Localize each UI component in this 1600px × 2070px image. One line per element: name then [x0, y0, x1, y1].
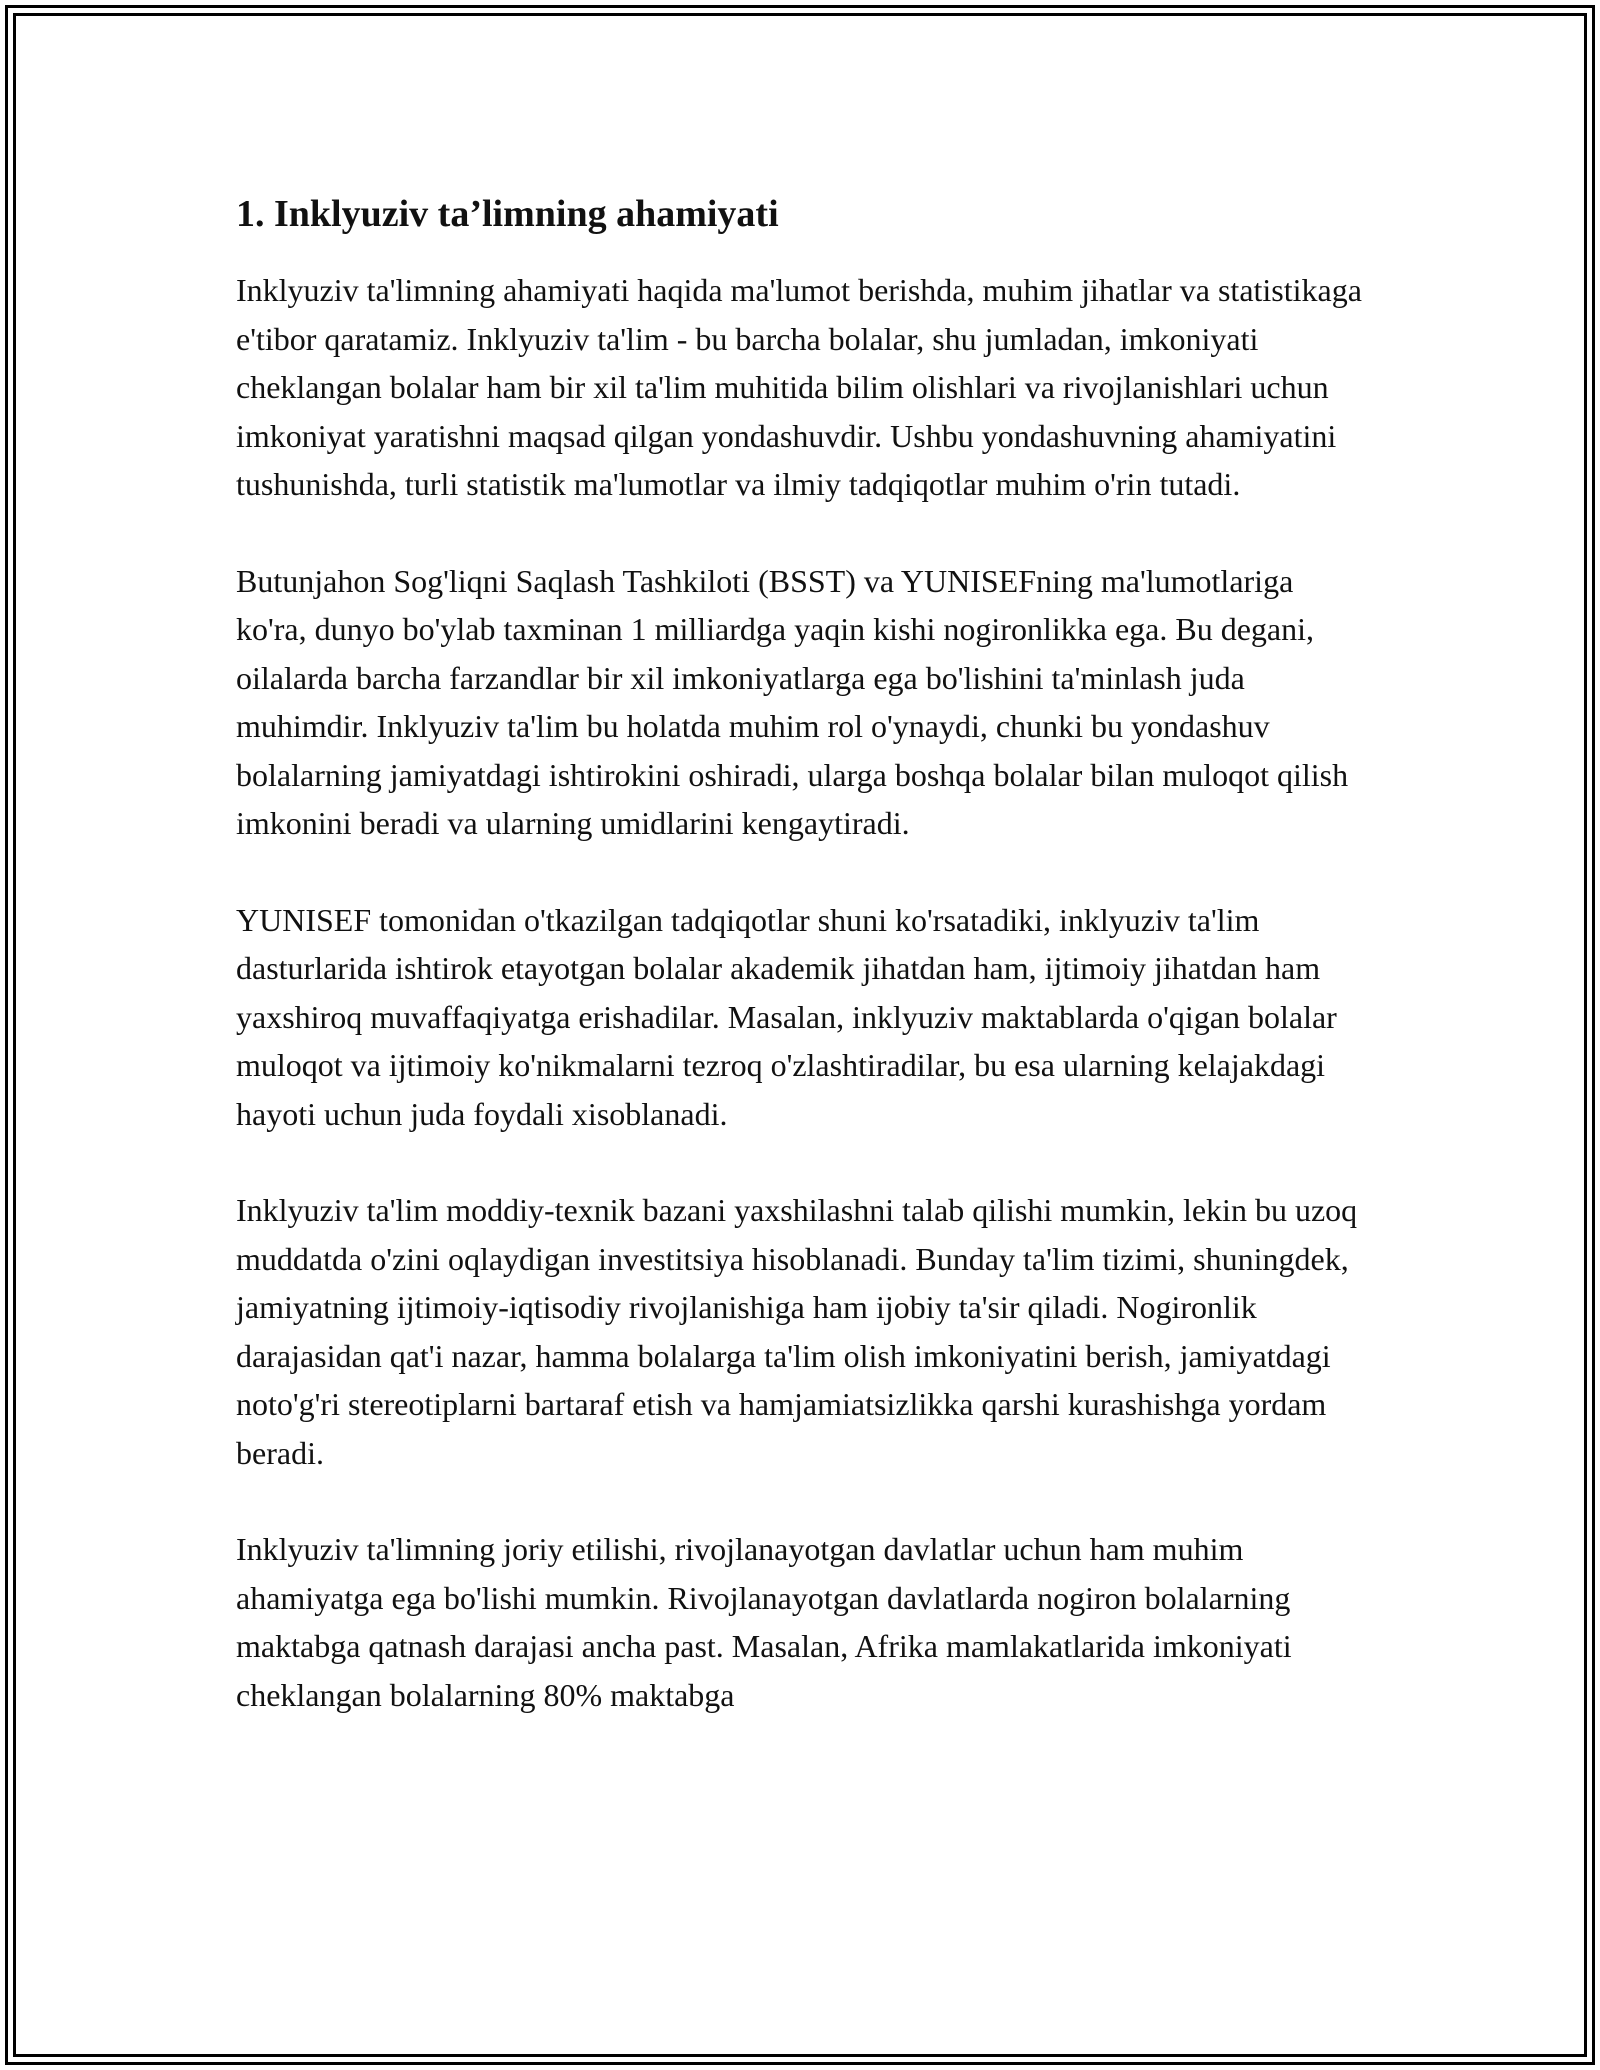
document-body	[236, 186, 1364, 1767]
paragraph-2: Butunjahon Sog'liqni Saqlash Tashkiloti (BSST) va YUNISEFning ma'lumotlariga ko'ra, dunyo bo'ylab taxminan 1 milliardga yaqin kishi nogironlikka ega. Bu degani, oilalarda barcha farzandlar bir xil imkoniyatlarga ega bo'lishini ta'minlash juda muhimdir. Inklyuziv ta'lim bu holatda muhim rol o'ynaydi, chunki bu yondashuv bolalarning jamiyatdagi ishtirokini oshiradi, ularga boshqa bolalar bilan muloqot qilish imkonini beradi va ularning umidlarini kengaytiradi.	[236, 562, 1349, 841]
paragraph-5: Inklyuziv ta'limning joriy etilishi, rivojlanayotgan davlatlar uchun ham muhim ahamiyatga ega bo'lishi mumkin. Rivojlanayotgan davlatlarda nogiron bolalarning maktabga qatnash darajasi ancha past. Masalan, Afrika mamlakatlarida imkoniyati cheklangan bolalarning 80% maktabga	[236, 1531, 1292, 1713]
paragraph-1: Inklyuziv ta'limning ahamiyati haqida ma'lumot berishda, muhim jihatlar va statistikaga e'tibor qaratamiz. Inklyuziv ta'lim - bu barcha bolalar, shu jumladan, imkoniyati cheklangan bolalar ham bir xil ta'lim muhitida bilim olishlari va rivojlanishlari uchun imkoniyat yaratishni maqsad qilgan yondashuvdir. Ushbu yondashuvning ahamiyatini tushunishda, turli statistik ma'lumotlar va ilmiy tadqiqotlar muhim o'rin tutadi.	[236, 272, 1362, 502]
paragraph-4: Inklyuziv ta'lim moddiy-texnik bazani yaxshilashni talab qilishi mumkin, lekin bu uzoq muddatda o'zini oqlaydigan investitsiya hisoblanadi. Bunday ta'lim tizimi, shuningdek, jamiyatning ijtimoiy-iqtisodiy rivojlanishiga ham ijobiy ta'sir qiladi. Nogironlik darajasidan qat'i nazar, hamma bolalarga ta'lim olish imkoniyatini berish, jamiyatdagi noto'g'ri stereotiplarni bartaraf etish va hamjamiatsizlikka qarshi kurashishga yordam beradi.	[236, 1192, 1358, 1471]
section-heading: 1. Inklyuziv ta’limning ahamiyati	[236, 193, 779, 235]
paragraph-3: YUNISEF tomonidan o'tkazilgan tadqiqotlar shuni ko'rsatadiki, inklyuziv ta'lim dasturlarida ishtirok etayotgan bolalar akademik jihatdan ham, ijtimoiy jihatdan ham yaxshiroq muvaffaqiyatga erishadilar. Masalan, inklyuziv maktablarda o'qigan bolalar muloqot va ijtimoiy ko'nikmalarni tezroq o'zlashtiradilar, bu esa ularning kelajakdagi hayoti uchun juda foydali xisoblanadi.	[236, 901, 1337, 1132]
